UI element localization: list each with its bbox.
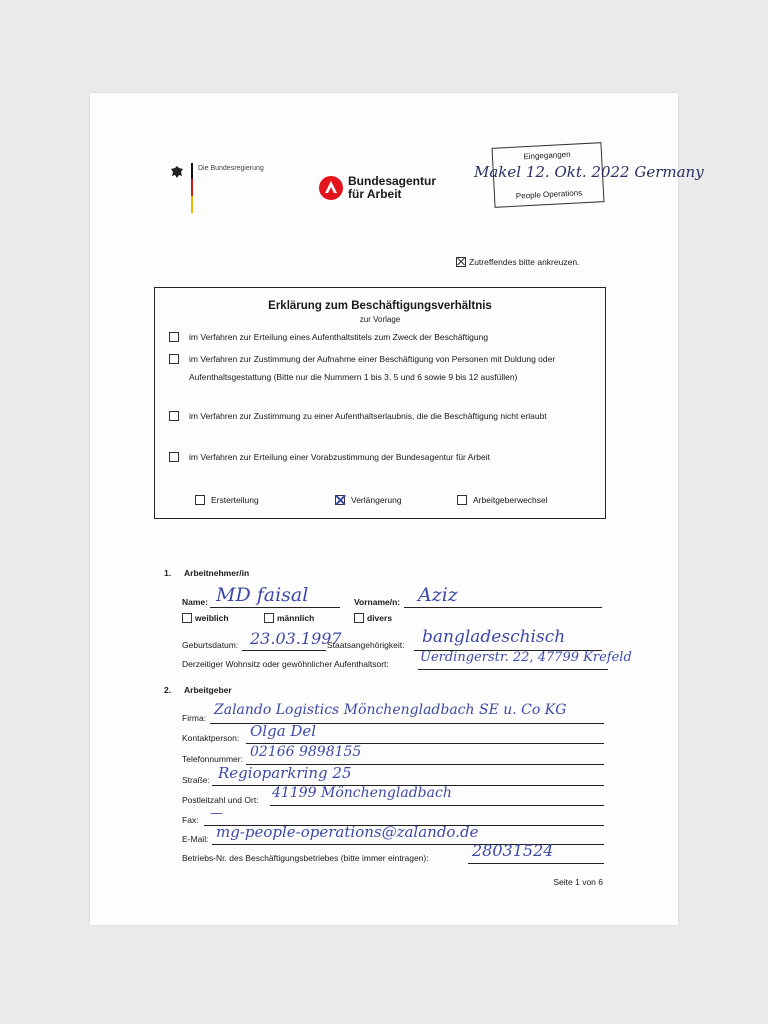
checkbox[interactable] (169, 354, 179, 364)
section-1-title: Arbeitnehmer/in (184, 568, 250, 578)
company-value[interactable]: Zalando Logistics Mönchengladbach SE u. Co KG (214, 702, 567, 718)
flag-bar (191, 163, 193, 213)
residence-label: Derzeitiger Wohnsitz oder gewöhnlicher Aufenthaltsort: (182, 659, 389, 669)
checkbox[interactable] (457, 495, 467, 505)
agency-logo-icon (319, 176, 343, 200)
declaration-option-3[interactable] (189, 407, 579, 425)
checkbox-example-icon (456, 257, 466, 267)
option-label: Verlängerung (351, 495, 402, 505)
email-label: E-Mail: (182, 834, 209, 844)
checkbox[interactable] (169, 452, 179, 462)
birthdate-label: Geburtsdatum: (182, 640, 239, 650)
city-value[interactable]: 41199 Mönchengladbach (272, 785, 452, 801)
section-2-title: Arbeitgeber (184, 685, 232, 695)
stamp-department: People Operations (515, 188, 583, 201)
birthdate-value[interactable]: 23.03.1997 (250, 629, 342, 648)
declaration-title: Erklärung zum Beschäftigungsverhältnis (268, 300, 492, 312)
instruction-text: Zutreffendes bitte ankreuzen. (469, 257, 580, 267)
gender-option-male[interactable] (264, 613, 314, 623)
declaration-option-2[interactable] (189, 350, 579, 386)
gender-option-female[interactable] (182, 613, 229, 623)
city-line (270, 805, 604, 806)
betrieb-label: Betriebs-Nr. des Beschäftigungsbetriebes (bitte immer eintragen): (182, 853, 429, 863)
option-label: divers (367, 613, 393, 623)
firstname-value[interactable]: Aziz (418, 584, 458, 606)
checkbox[interactable] (169, 411, 179, 421)
stamp-date-signature: Makel 12. Okt. 2022 Germany (474, 163, 704, 181)
instruction-note (456, 257, 579, 267)
contact-label: Kontaktperson: (182, 733, 240, 743)
checkbox-checked[interactable] (335, 495, 345, 505)
option-label: männlich (277, 613, 315, 623)
phone-label: Telefonnummer: (182, 754, 243, 764)
declaration-option-4[interactable] (189, 448, 579, 466)
type-option-ersterteilung[interactable] (195, 495, 259, 505)
residence-line (418, 669, 608, 670)
option-label: im Verfahren zur Erteilung eines Aufenthaltstitels zum Zweck der Beschäftigung (189, 332, 489, 342)
firstname-line (404, 607, 602, 608)
stamp-received-label: Eingegangen (523, 149, 571, 162)
residence-value[interactable]: Uerdingerstr. 22, 47799 Krefeld (420, 650, 632, 665)
type-option-verlaengerung[interactable] (335, 495, 402, 505)
email-value[interactable]: mg-people-operations@zalando.de (216, 823, 479, 841)
gender-option-diverse[interactable] (354, 613, 392, 623)
agency-name-line1: Bundesagentur (348, 174, 437, 188)
checkbox[interactable] (264, 613, 274, 623)
name-line (210, 607, 340, 608)
agency-name-line2: für Arbeit (348, 187, 402, 201)
page-number: Seite 1 von 6 (553, 877, 603, 887)
firstname-label: Vorname/n: (354, 597, 401, 607)
agency-name (348, 175, 458, 201)
option-label: Arbeitgeberwechsel (473, 495, 548, 505)
birthdate-line (242, 650, 326, 651)
checkbox[interactable] (354, 613, 364, 623)
checkbox[interactable] (195, 495, 205, 505)
name-value[interactable]: MD faisal (216, 584, 309, 606)
federal-eagle-icon (170, 165, 184, 179)
contact-value[interactable]: Olga Del (250, 722, 317, 740)
government-label: Die Bundesregierung (198, 165, 264, 172)
checkbox[interactable] (169, 332, 179, 342)
option-label: im Verfahren zur Erteilung einer Vorabzustimmung der Bundesagentur für Arbeit (189, 452, 490, 462)
street-value[interactable]: Regioparkring 25 (218, 764, 352, 782)
street-label: Straße: (182, 775, 210, 785)
fax-value[interactable]: — (210, 806, 223, 821)
name-label: Name: (182, 597, 208, 607)
declaration-option-1[interactable] (189, 328, 579, 346)
city-label: Postleitzahl und Ort: (182, 795, 259, 805)
betrieb-value[interactable]: 28031524 (472, 841, 554, 860)
declaration-subtitle: zur Vorlage (359, 315, 401, 324)
nationality-label: Staatsangehörigkeit: (327, 640, 405, 650)
phone-value[interactable]: 02166 9898155 (250, 744, 362, 760)
option-label: weiblich (195, 613, 229, 623)
type-option-arbeitgeberwechsel[interactable] (457, 495, 548, 505)
stamp-signature (474, 163, 704, 199)
company-label: Firma: (182, 713, 207, 723)
fax-label: Fax: (182, 815, 199, 825)
option-label: im Verfahren zur Zustimmung der Aufnahme einer Beschäftigung von Personen mit Duldung oder Aufenthaltsgestattung (Bitte nur die Nummern 1 bis 3, 5 und 6 sowie 9 bis 12 ausfüllen) (189, 354, 556, 382)
option-label: im Verfahren zur Zustimmung zu einer Aufenthaltserlaubnis, die die Beschäftigung nicht erlaubt (189, 411, 547, 421)
section-1-number: 1. (164, 568, 172, 578)
checkbox[interactable] (182, 613, 192, 623)
form-page (90, 93, 704, 925)
section-2-number: 2. (164, 685, 172, 695)
betrieb-line (468, 863, 604, 864)
declaration-box (154, 287, 606, 519)
option-label: Ersterteilung (211, 495, 259, 505)
nationality-value[interactable]: bangladeschisch (422, 627, 566, 647)
